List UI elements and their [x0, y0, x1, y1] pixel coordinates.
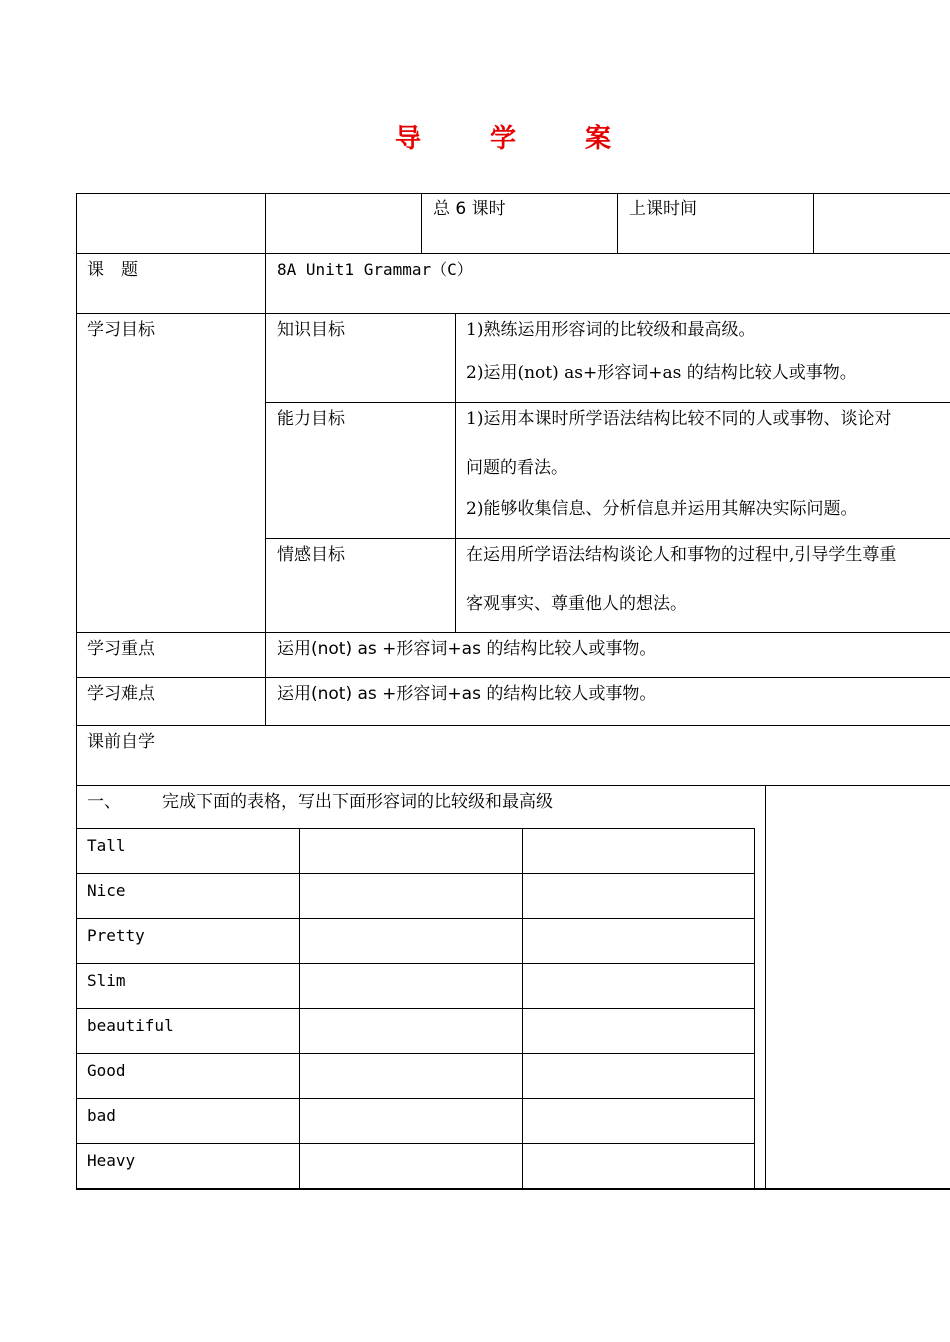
- knowledge-goal-line1: 1)熟练运用形容词的比较级和最高级。: [466, 320, 756, 340]
- emotion-goal-label: 情感目标: [277, 545, 345, 565]
- total-lessons: 总 6 课时: [433, 199, 506, 219]
- adjective-cell: Good: [87, 1061, 126, 1080]
- ability-goal-line2: 问题的看法。: [466, 458, 568, 478]
- knowledge-goal-label: 知识目标: [277, 320, 345, 340]
- adjective-cell: Tall: [87, 836, 126, 855]
- adjective-cell: bad: [87, 1106, 116, 1125]
- key-point-label: 学习重点: [87, 639, 155, 659]
- adjective-cell: Slim: [87, 971, 126, 990]
- ability-goal-line1: 1)运用本课时所学语法结构比较不同的人或事物、谈论对: [466, 409, 892, 429]
- ability-goal-line3: 2)能够收集信息、分析信息并运用其解决实际问题。: [466, 499, 858, 519]
- difficult-point-value: 运用(not) as +形容词+as 的结构比较人或事物。: [277, 684, 657, 704]
- topic-value: 8A Unit1 Grammar（C）: [277, 260, 473, 279]
- adjective-cell: Nice: [87, 881, 126, 900]
- adjective-cell: Pretty: [87, 926, 145, 945]
- adjective-cell: beautiful: [87, 1016, 174, 1035]
- adjective-cell: Heavy: [87, 1151, 136, 1170]
- emotion-goal-line2: 客观事实、尊重他人的想法。: [466, 594, 687, 614]
- table-border-top: [76, 193, 950, 194]
- knowledge-goal-line2: 2)运用(not) as+形容词+as 的结构比较人或事物。: [466, 363, 857, 383]
- exercise-instruction: 完成下面的表格，写出下面形容词的比较级和最高级: [162, 792, 553, 812]
- objectives-label: 学习目标: [87, 320, 155, 340]
- emotion-goal-line1: 在运用所学语法结构谈论人和事物的过程中,引导学生尊重: [466, 545, 897, 565]
- key-point-value: 运用(not) as +形容词+as 的结构比较人或事物。: [277, 639, 657, 659]
- page-title: 导 学 案: [394, 124, 642, 154]
- ability-goal-label: 能力目标: [277, 409, 345, 429]
- exercise-number: 一、: [87, 792, 121, 812]
- preview-label: 课前自学: [87, 732, 155, 752]
- difficult-point-label: 学习难点: [87, 684, 155, 704]
- class-time-label: 上课时间: [629, 199, 697, 219]
- topic-label: 课 题: [87, 260, 138, 280]
